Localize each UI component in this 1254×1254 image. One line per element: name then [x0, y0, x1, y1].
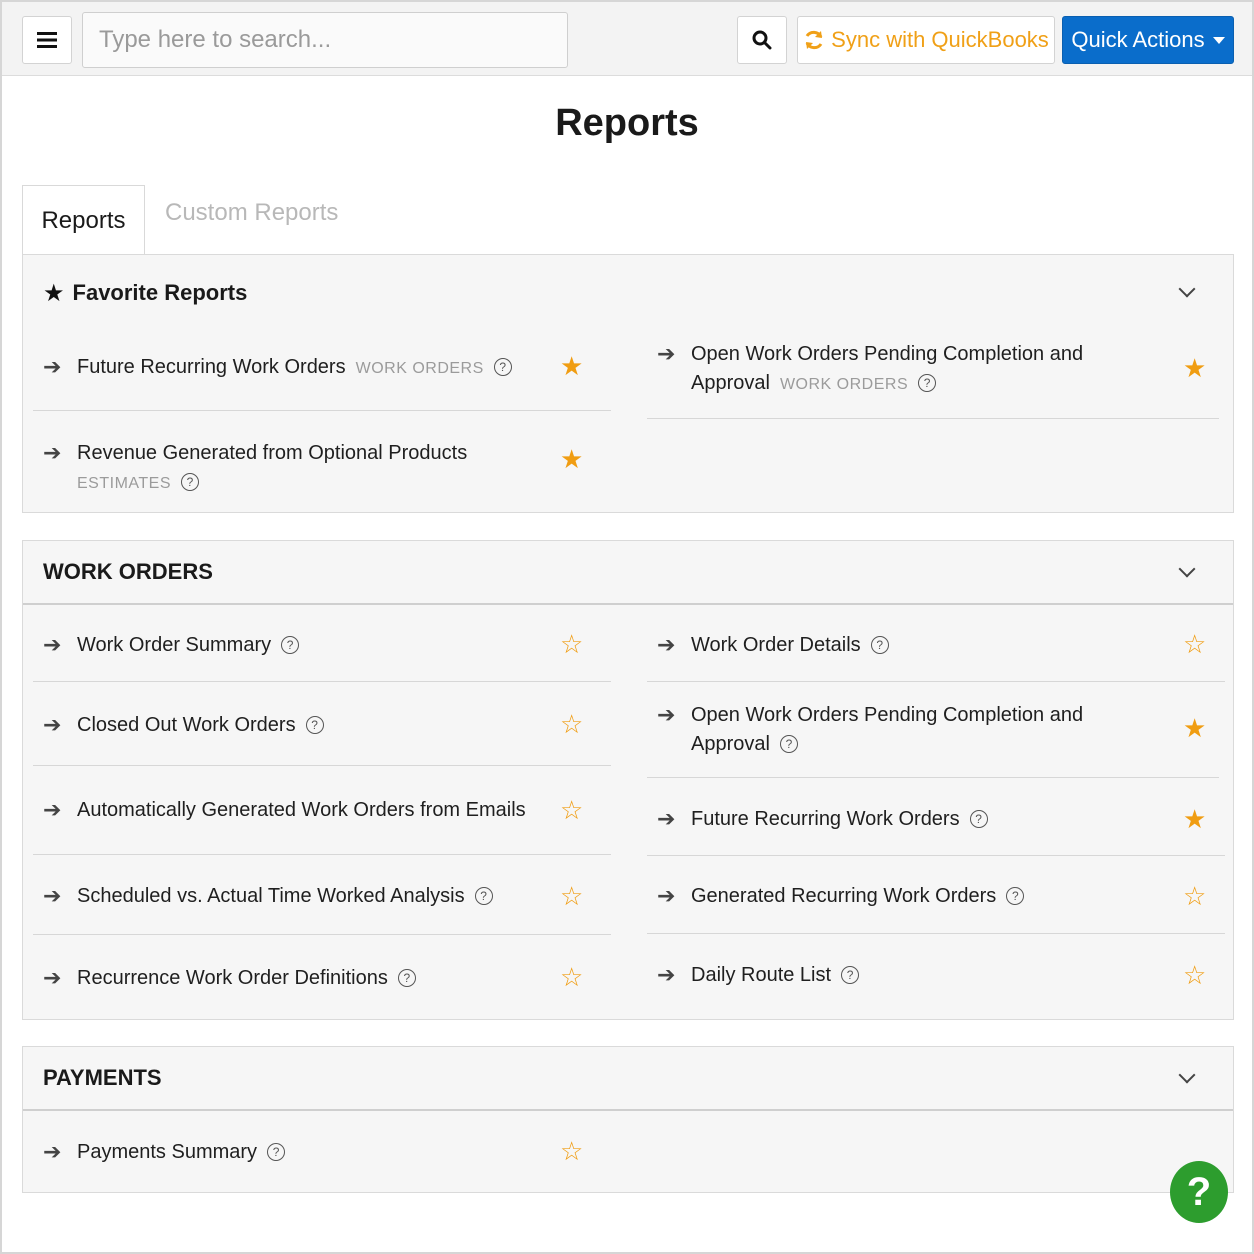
arrow-right-icon: ➔ — [43, 965, 62, 990]
divider — [647, 418, 1219, 419]
report-label-line2: Approval — [691, 372, 770, 394]
help-icon[interactable]: ? — [281, 636, 299, 654]
help-icon[interactable]: ? — [267, 1143, 285, 1161]
help-icon[interactable]: ? — [494, 358, 512, 376]
report-tabs — [22, 185, 1234, 255]
search-icon — [752, 30, 772, 50]
star-outline-icon[interactable]: ☆ — [1183, 881, 1207, 911]
divider — [647, 777, 1219, 778]
divider — [33, 765, 611, 766]
star-filled-icon[interactable]: ★ — [560, 351, 584, 381]
quick-actions-button[interactable] — [1062, 16, 1234, 64]
star-filled-icon[interactable]: ★ — [560, 444, 584, 474]
arrow-right-icon: ➔ — [657, 632, 676, 657]
arrow-right-icon: ➔ — [43, 1139, 62, 1164]
report-label: Daily Route List — [691, 964, 832, 986]
report-link[interactable] — [657, 340, 1177, 399]
divider — [33, 934, 611, 935]
favorite-reports-title: Favorite Reports — [72, 280, 248, 305]
favorite-reports-header[interactable] — [23, 255, 1233, 331]
star-outline-icon[interactable]: ☆ — [560, 881, 584, 911]
help-icon[interactable]: ? — [871, 636, 889, 654]
star-outline-icon[interactable]: ☆ — [560, 1136, 584, 1166]
report-label: Revenue Generated from Optional Products — [77, 442, 468, 464]
divider — [647, 933, 1225, 934]
chevron-down-icon[interactable] — [1179, 561, 1196, 578]
help-icon[interactable]: ? — [970, 810, 988, 828]
quick-actions-label: Quick Actions — [1071, 27, 1205, 52]
arrow-right-icon: ➔ — [657, 341, 676, 366]
search-input[interactable] — [82, 12, 568, 68]
report-link[interactable] — [657, 882, 1177, 911]
chevron-down-icon[interactable] — [1179, 1067, 1196, 1084]
divider — [33, 854, 611, 855]
report-label: Scheduled vs. Actual Time Worked Analysis — [77, 885, 465, 907]
report-label: Automatically Generated Work Orders from Emails — [77, 799, 526, 821]
report-category: WORK ORDERS — [779, 376, 909, 393]
help-icon[interactable]: ? — [181, 473, 199, 491]
payments-title: PAYMENTS — [43, 1065, 162, 1090]
report-category: WORK ORDERS — [355, 360, 484, 377]
report-link[interactable] — [43, 353, 563, 383]
sync-quickbooks-button[interactable] — [797, 16, 1055, 64]
star-outline-icon[interactable]: ☆ — [560, 795, 584, 825]
report-link[interactable] — [43, 964, 563, 993]
search-button[interactable] — [737, 16, 787, 64]
arrow-right-icon: ➔ — [657, 962, 676, 987]
report-category: ESTIMATES — [77, 475, 171, 492]
report-link[interactable] — [43, 796, 563, 825]
report-label: Work Order Details — [691, 634, 861, 656]
menu-button[interactable] — [22, 16, 72, 64]
work-orders-header[interactable] — [23, 541, 1233, 605]
star-outline-icon[interactable]: ☆ — [560, 962, 584, 992]
payments-header[interactable] — [23, 1047, 1233, 1111]
report-label: Recurrence Work Order Definitions — [77, 967, 388, 989]
page-title: Reports — [555, 102, 699, 144]
report-link[interactable] — [657, 961, 1177, 990]
arrow-right-icon: ➔ — [43, 883, 62, 908]
payments-panel — [22, 1046, 1234, 1193]
divider — [647, 681, 1225, 682]
report-label-line2: Approval — [691, 733, 770, 755]
help-icon[interactable]: ? — [1006, 887, 1024, 905]
hamburger-icon — [37, 32, 57, 48]
divider — [647, 855, 1225, 856]
favorite-reports-panel — [22, 254, 1234, 513]
star-filled-icon[interactable]: ★ — [1183, 353, 1207, 383]
help-button[interactable]: ? — [1170, 1161, 1228, 1223]
top-bar — [2, 2, 1252, 76]
arrow-right-icon: ➔ — [43, 712, 62, 737]
arrow-right-icon: ➔ — [43, 440, 62, 465]
chevron-down-icon[interactable] — [1179, 281, 1196, 298]
help-icon[interactable]: ? — [841, 966, 859, 984]
tab-reports[interactable]: Reports — [22, 185, 145, 255]
report-label: Future Recurring Work Orders — [77, 356, 346, 378]
star-outline-icon[interactable]: ☆ — [1183, 629, 1207, 659]
report-label: Payments Summary — [77, 1141, 258, 1163]
report-label: Closed Out Work Orders — [77, 714, 296, 736]
star-outline-icon[interactable]: ☆ — [1183, 960, 1207, 990]
divider — [33, 681, 611, 682]
arrow-right-icon: ➔ — [43, 797, 62, 822]
arrow-right-icon: ➔ — [43, 632, 62, 657]
report-link[interactable] — [43, 1138, 563, 1167]
report-link[interactable] — [43, 882, 563, 911]
star-filled-icon[interactable]: ★ — [1183, 804, 1207, 834]
star-outline-icon[interactable]: ☆ — [560, 709, 584, 739]
refresh-icon — [803, 29, 825, 51]
work-orders-panel — [22, 540, 1234, 1020]
report-link[interactable] — [43, 711, 563, 740]
help-icon[interactable]: ? — [475, 887, 493, 905]
arrow-right-icon: ➔ — [657, 806, 676, 831]
help-icon[interactable]: ? — [918, 374, 936, 392]
report-link[interactable] — [43, 631, 563, 660]
report-label: Future Recurring Work Orders — [691, 808, 960, 830]
work-orders-title: WORK ORDERS — [43, 559, 213, 584]
help-icon[interactable]: ? — [398, 969, 416, 987]
report-link[interactable] — [657, 631, 1177, 660]
star-filled-icon[interactable]: ★ — [1183, 713, 1207, 743]
tab-custom-reports[interactable]: Custom Reports — [165, 199, 339, 226]
help-icon[interactable]: ? — [306, 716, 324, 734]
help-icon[interactable]: ? — [780, 735, 798, 753]
report-label: Work Order Summary — [77, 634, 272, 656]
star-filled-icon: ★ — [43, 279, 65, 307]
report-label: Generated Recurring Work Orders — [691, 885, 997, 907]
arrow-right-icon: ➔ — [657, 702, 676, 727]
divider — [33, 410, 611, 411]
report-link[interactable] — [657, 701, 1177, 759]
arrow-right-icon: ➔ — [657, 883, 676, 908]
star-outline-icon[interactable]: ☆ — [560, 629, 584, 659]
sync-label: Sync with QuickBooks — [831, 27, 1049, 52]
report-label: Open Work Orders Pending Completion and — [691, 343, 1084, 365]
report-link[interactable] — [43, 439, 563, 498]
report-label: Open Work Orders Pending Completion and — [691, 704, 1084, 726]
report-link[interactable] — [657, 805, 1177, 834]
caret-down-icon — [1213, 37, 1225, 44]
arrow-right-icon: ➔ — [43, 354, 62, 379]
